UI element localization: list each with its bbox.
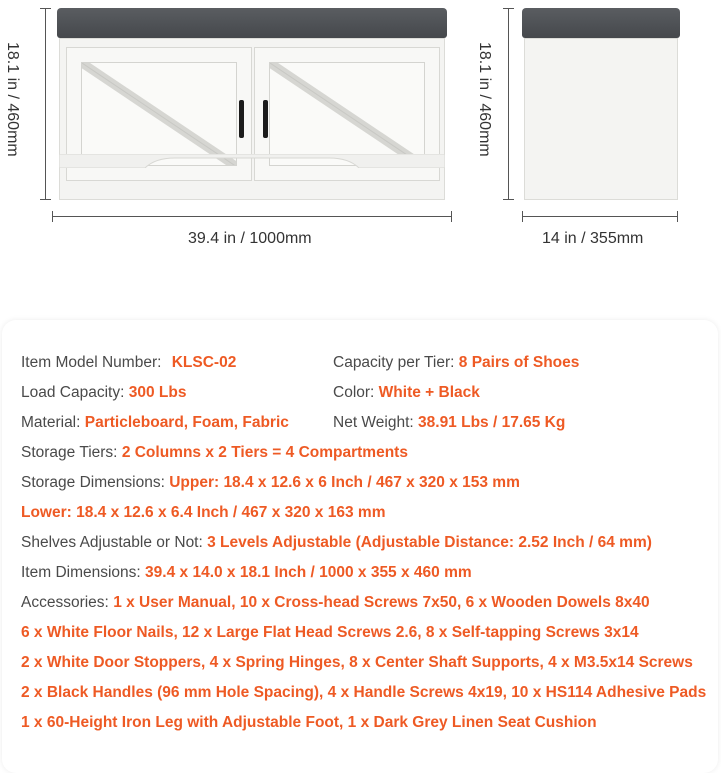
material-value: Particleboard, Foam, Fabric	[84, 414, 289, 431]
side-depth-line	[522, 216, 678, 217]
spec-row-tiers	[21, 443, 408, 463]
cabinet-side-view	[522, 8, 680, 200]
barn-brace-right	[270, 63, 425, 166]
storage-dim-upper: Upper: 18.4 x 12.6 x 6 Inch / 467 x 320 x 153 mm	[169, 474, 520, 491]
side-height-label: 18.1 in / 460mm	[476, 42, 493, 157]
spec-row-capacity-tier	[333, 353, 579, 373]
accessories-line: 2 x White Door Stoppers, 4 x Spring Hinges, 8 x Center Shaft Supports, 4 x M3.5x14 Screws	[21, 654, 693, 671]
accessories-line: 1 x User Manual, 10 x Cross-head Screws 7x50, 6 x Wooden Dowels 8x40	[113, 594, 650, 611]
spec-row-accessories-2	[21, 623, 639, 643]
shelves-value: 3 Levels Adjustable (Adjustable Distance: 2.52 Inch / 64 mm)	[207, 534, 652, 551]
tiers-label: Storage Tiers:	[21, 444, 118, 461]
side-body	[524, 38, 678, 200]
side-height-cap-top	[503, 8, 514, 9]
weight-label: Net Weight:	[333, 414, 414, 431]
shelves-label: Shelves Adjustable or Not:	[21, 534, 203, 551]
load-value: 300 Lbs	[128, 384, 187, 401]
side-depth-cap-right	[677, 211, 678, 222]
accessories-line: 6 x White Floor Nails, 12 x Large Flat Head Screws 2.6, 8 x Self-tapping Screws 3x14	[21, 624, 639, 641]
spec-card	[2, 320, 718, 773]
spec-row-storage-dim	[21, 473, 520, 493]
spec-row-accessories-5	[21, 713, 597, 733]
left-door-handle	[239, 100, 244, 138]
spec-row-material	[21, 413, 289, 433]
model-value: KLSC-02	[171, 354, 237, 371]
side-height-line	[508, 8, 509, 200]
right-door-panel	[269, 62, 425, 166]
color-value: White + Black	[378, 384, 480, 401]
cabinet-front-view	[57, 8, 447, 200]
front-height-cap-top	[40, 8, 51, 9]
spec-row-accessories-3	[21, 653, 693, 673]
spec-row-storage-dim-lower	[21, 503, 385, 523]
spec-row-load	[21, 383, 186, 403]
model-label: Item Model Number:	[21, 354, 162, 371]
spec-row-shelves	[21, 533, 652, 553]
seat-cushion	[57, 8, 447, 38]
load-label: Load Capacity:	[21, 384, 125, 401]
front-height-label: 18.1 in / 460mm	[4, 42, 21, 157]
cabinet-base	[59, 154, 445, 168]
capacity-tier-value: 8 Pairs of Shoes	[458, 354, 580, 371]
left-door-panel	[81, 62, 237, 166]
side-depth-cap-left	[522, 211, 523, 222]
front-width-cap-left	[52, 211, 53, 222]
material-label: Material:	[21, 414, 81, 431]
accessories-line: 1 x 60-Height Iron Leg with Adjustable Foot, 1 x Dark Grey Linen Seat Cushion	[21, 714, 597, 731]
cabinet-body	[59, 38, 445, 200]
accessories-label: Accessories:	[21, 594, 109, 611]
side-seat-cushion	[522, 8, 680, 38]
front-height-line	[45, 8, 46, 200]
spec-row-weight	[333, 413, 565, 433]
right-door-handle	[263, 100, 268, 138]
accessories-line: 2 x Black Handles (96 mm Hole Spacing), 4 x Handle Screws 4x19, 10 x HS114 Adhesive Pads	[21, 684, 707, 701]
spec-row-color	[333, 383, 480, 403]
barn-brace-left	[82, 63, 237, 166]
side-height-cap-bottom	[503, 199, 514, 200]
front-width-label: 39.4 in / 1000mm	[188, 230, 312, 247]
spec-row-accessories-4	[21, 683, 706, 703]
storage-dim-label: Storage Dimensions:	[21, 474, 165, 491]
capacity-tier-label: Capacity per Tier:	[333, 354, 455, 371]
item-dim-label: Item Dimensions:	[21, 564, 141, 581]
spec-row-accessories	[21, 593, 650, 613]
item-dim-value: 39.4 x 14.0 x 18.1 Inch / 1000 x 355 x 460 mm	[145, 564, 472, 581]
storage-dim-lower: Lower: 18.4 x 12.6 x 6.4 Inch / 467 x 320 x 163 mm	[21, 504, 386, 521]
front-width-cap-right	[451, 211, 452, 222]
color-label: Color:	[333, 384, 375, 401]
tiers-value: 2 Columns x 2 Tiers = 4 Compartments	[121, 444, 408, 461]
spec-row-model	[21, 353, 236, 373]
product-illustration	[0, 0, 721, 320]
front-height-cap-bottom	[40, 199, 51, 200]
front-width-line	[52, 216, 452, 217]
spec-row-item-dim	[21, 563, 472, 583]
side-depth-label: 14 in / 355mm	[542, 230, 644, 247]
weight-value: 38.91 Lbs / 17.65 Kg	[418, 414, 566, 431]
